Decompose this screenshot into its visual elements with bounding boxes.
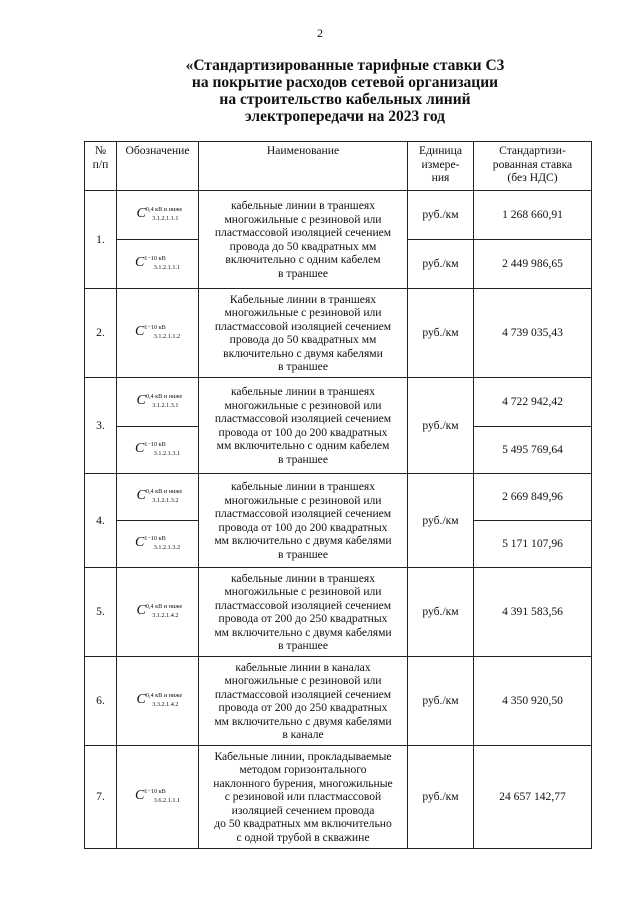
unit-cell: руб./км <box>408 240 474 289</box>
row-number: 4. <box>85 474 117 568</box>
table-row <box>85 289 592 378</box>
designation-symbol: $C^{0,4 кВ и ниже}_{3.1.2.1.1.1}$ <box>117 191 199 240</box>
item-name <box>199 191 408 289</box>
name-line: в траншее <box>278 639 328 652</box>
rate-cell: 1 268 660,91 <box>474 191 592 240</box>
rate-cell: 5 171 107,96 <box>474 521 592 568</box>
unit-cell: руб./км <box>408 191 474 240</box>
symbol-superscript: 0,4 кВ и ниже <box>145 692 183 700</box>
name-line: провода до 50 квадратных мм <box>229 239 377 253</box>
name-line: многожильные с резиновой или <box>224 306 382 319</box>
name-line: кабельные линии в траншеях <box>230 385 376 398</box>
name-line: пластмассовой изоляцией сечением <box>214 507 392 520</box>
name-line: провода от 100 до 200 квадратных <box>218 425 388 439</box>
designation-symbol: $C^{1-10 кВ}_{3.1.2.1.1.2}$ <box>117 289 199 378</box>
symbol-superscript: 1−10 кВ <box>144 324 166 332</box>
designation-symbol: $C^{0,4 кВ и ниже}_{3.1.2.1.4.2}$ <box>117 568 199 657</box>
designation-symbol: $C^{1-10 кВ}_{3.1.2.1.3.1}$ <box>117 427 199 474</box>
symbol-superscript: 0,4 кВ и ниже <box>145 488 183 496</box>
table-row <box>85 474 592 521</box>
symbol-subscript: 3.1.2.1.3.1 <box>153 450 181 458</box>
designation-symbol: $C^{1-10 кВ}_{3.1.2.1.1.1}$ <box>117 240 199 289</box>
symbol-superscript: 1−10 кВ <box>144 788 166 796</box>
rate-cell: 4 350 920,50 <box>474 657 592 746</box>
designation-symbol: $C^{1-10 кВ}_{3.6.2.1.1.1}$ <box>117 746 199 849</box>
name-line: наклонного бурения, многожильные <box>213 776 393 790</box>
name-line: многожильные с резиновой или <box>224 493 382 507</box>
rate-cell: 2 669 849,96 <box>474 474 592 521</box>
symbol-superscript: 1−10 кВ <box>144 441 166 449</box>
header-name: Наименование <box>199 142 408 191</box>
rate-cell: 5 495 769,64 <box>474 427 592 474</box>
unit-cell: руб./км <box>408 657 474 746</box>
name-line: многожильные с резиновой или <box>224 398 382 412</box>
name-line: включительно с двумя кабелями <box>223 346 383 360</box>
header-rate: Стандартизи- рованная ставка (без НДС) <box>474 142 592 191</box>
title-line: электропередачи на 2023 год <box>245 108 445 125</box>
name-line: пластмассовой изоляцией сечением <box>214 598 392 612</box>
table-row <box>85 568 592 657</box>
name-line: многожильные с резиновой или <box>224 212 382 226</box>
page-number: 2 <box>317 26 323 40</box>
name-line: с резиновой или пластмассовой <box>224 790 382 804</box>
name-line: провода до 50 квадратных мм <box>229 333 377 346</box>
name-line: в траншее <box>278 360 328 373</box>
rate-cell: 2 449 986,65 <box>474 240 592 289</box>
name-line: изоляцией сечением провода <box>231 803 375 817</box>
symbol-subscript: 3.1.2.1.1.1 <box>152 215 179 223</box>
name-line: мм включительно с одним кабелем <box>216 439 390 452</box>
item-name <box>199 378 408 474</box>
table-row <box>85 378 592 427</box>
name-line: провода от 200 до 250 квадратных <box>218 612 388 625</box>
row-number: 3. <box>85 378 117 474</box>
item-name <box>199 746 408 849</box>
row-number: 7. <box>85 746 117 849</box>
name-line: с одной трубой в скважине <box>236 830 370 844</box>
rate-cell: 24 657 142,77 <box>474 746 592 849</box>
symbol-superscript: 1−10 кВ <box>144 255 166 263</box>
item-name <box>199 568 408 657</box>
symbol-superscript: 0,4 кВ и ниже <box>145 206 183 214</box>
symbol-subscript: 3.1.2.1.3.2 <box>152 497 179 505</box>
name-line: мм включительно с двумя кабелями <box>214 534 392 547</box>
name-line: мм включительно с двумя кабелями <box>214 625 392 639</box>
symbol-superscript: 0,4 кВ и ниже <box>145 603 183 611</box>
row-number: 5. <box>85 568 117 657</box>
name-line: пластмассовой изоляцией сечением <box>214 412 392 425</box>
designation-symbol: $C^{0,4 кВ и ниже}_{3.1.2.1.3.1}$ <box>117 378 199 427</box>
item-name <box>199 657 408 746</box>
unit-cell: руб./км <box>408 746 474 849</box>
name-line: многожильные с резиновой или <box>224 674 382 687</box>
symbol-subscript: 3.1.2.1.3.1 <box>152 402 179 410</box>
title-line: на покрытие расходов сетевой организации <box>191 74 499 91</box>
rate-cell: 4 739 035,43 <box>474 289 592 378</box>
designation-symbol: $C^{0,4 кВ и ниже}_{3.1.2.1.3.2}$ <box>117 474 199 521</box>
name-line: кабельные линии в траншеях <box>230 571 376 585</box>
name-line: в траншее <box>278 452 328 466</box>
name-line: методом горизонтального <box>239 763 367 777</box>
symbol-subscript: 3.3.2.1.4.2 <box>152 701 179 709</box>
title-line: на строительство кабельных линий <box>219 91 471 108</box>
table-row <box>85 191 592 240</box>
name-line: в канале <box>282 728 324 741</box>
designation-symbol: $C^{0,4 кВ и ниже}_{3.3.2.1.4.2}$ <box>117 657 199 746</box>
item-name <box>199 289 408 378</box>
name-line: Кабельные линии, прокладываемые <box>214 749 392 763</box>
name-line: до 50 квадратных мм включительно <box>214 817 392 831</box>
name-line: включительно с одним кабелем <box>225 253 381 266</box>
unit-cell: руб./км <box>408 289 474 378</box>
name-line: кабельные линии в траншеях <box>230 199 376 212</box>
name-line: в траншее <box>278 266 328 280</box>
designation-symbol: $C^{1-10 кВ}_{3.1.2.1.3.2}$ <box>117 521 199 568</box>
unit-cell: руб./км <box>408 568 474 657</box>
symbol-subscript: 3.6.2.1.1.1 <box>153 797 181 805</box>
name-line: пластмассовой изоляцией сечением <box>214 687 392 701</box>
name-line: Кабельные линии в траншеях <box>229 292 377 306</box>
symbol-subscript: 3.1.2.1.1.1 <box>153 264 181 272</box>
name-line: пластмассовой изоляцией сечением <box>214 319 392 333</box>
symbol-subscript: 3.1.2.1.3.2 <box>153 544 181 552</box>
name-line: многожильные с резиновой или <box>224 585 382 598</box>
name-line: в траншее <box>278 547 328 561</box>
symbol-subscript: 3.1.2.1.1.2 <box>153 333 181 341</box>
tariff-table <box>84 141 592 849</box>
header-designation: Обозначение <box>117 142 199 191</box>
item-name <box>199 474 408 568</box>
row-number: 2. <box>85 289 117 378</box>
name-line: провода от 200 до 250 квадратных <box>218 701 388 714</box>
rate-cell: 4 391 583,56 <box>474 568 592 657</box>
name-line: пластмассовой изоляцией сечением <box>214 226 392 239</box>
name-line: кабельные линии в каналах <box>235 660 371 674</box>
row-number: 6. <box>85 657 117 746</box>
row-number: 1. <box>85 191 117 289</box>
header-unit: Единица измере- ния <box>408 142 474 191</box>
unit-cell: руб./км <box>408 378 474 474</box>
title-line: «Стандартизированные тарифные ставки С3 <box>185 57 505 74</box>
rate-cell: 4 722 942,42 <box>474 378 592 427</box>
symbol-subscript: 3.1.2.1.4.2 <box>152 612 179 620</box>
symbol-superscript: 0,4 кВ и ниже <box>145 393 183 401</box>
name-line: кабельные линии в траншеях <box>230 480 376 493</box>
table-row <box>85 657 592 746</box>
unit-cell: руб./км <box>408 474 474 568</box>
document-title <box>150 57 540 125</box>
header-num: № п/п <box>85 142 117 191</box>
table-row <box>85 746 592 849</box>
name-line: мм включительно с двумя кабелями <box>214 714 392 728</box>
symbol-superscript: 1−10 кВ <box>144 535 166 543</box>
name-line: провода от 100 до 200 квадратных <box>218 520 388 534</box>
